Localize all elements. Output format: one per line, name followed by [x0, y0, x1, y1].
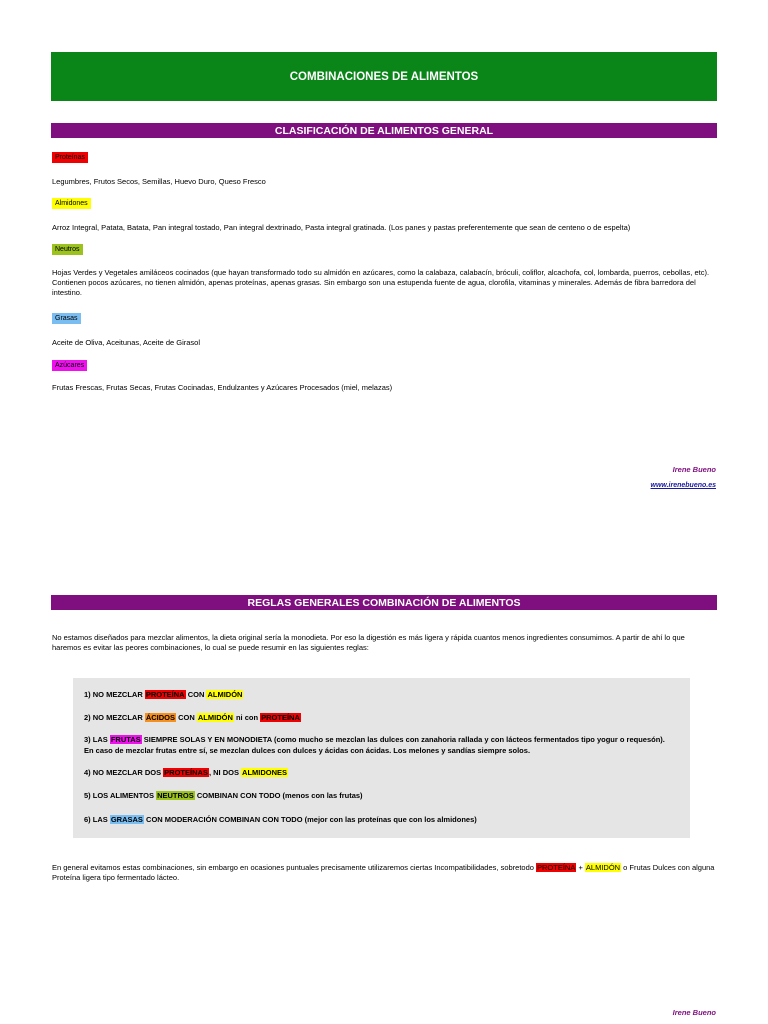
- category-label-proteinas: Proteínas: [52, 152, 88, 163]
- rule-4: 4) NO MEZCLAR DOS PROTEÍNAS, NI DOS ALMIDONES: [84, 768, 288, 777]
- closing-text: En general evitamos estas combinaciones, sin embargo en ocasiones puntuales precisamente utilizaremos ciertas Incompatibilidades, sobretodo PROTEÍNA + ALMIDÓN o Frutas Dulces con alguna Proteína ligera tipo fermentado lácteo.: [52, 863, 715, 882]
- category-text-neutros: Hojas Verdes y Vegetales amiláceos cocinados (que hayan transformado todo su almidón en azúcares, como la calabaza, calabacín, bróculi, coliflor, alcachofa, col, lombarda, puerros, cebollas, etc). Contienen pocos azúcares, no tienen almidón, apenas proteínas, apenas grasas. Sin embargo son una estupenda fuente de agua, clorofila, vitaminas y minerales. Además de fibra barredora del intestino.: [52, 268, 710, 297]
- category-label-grasas: Grasas: [52, 313, 81, 324]
- tag-proteina: PROTEÍNA: [537, 863, 576, 872]
- rule-6: 6) LAS GRASAS CON MODERACIÓN COMBINAN CON TODO (mejor con las proteínas que con los almidones): [84, 815, 477, 824]
- section-title-rules: REGLAS GENERALES COMBINACIÓN DE ALIMENTOS: [51, 595, 717, 610]
- rule-5: 5) LOS ALIMENTOS NEUTROS COMBINAN CON TODO (menos con las frutas): [84, 791, 363, 800]
- category-text-azucares: Frutas Frescas, Frutas Secas, Frutas Cocinadas, Endulzantes y Azúcares Procesados (miel, melazas): [52, 383, 393, 392]
- tag-almidon: ALMIDÓN: [207, 690, 243, 699]
- website-link[interactable]: www.irenebueno.es: [650, 482, 716, 489]
- page-title: COMBINACIONES DE ALIMENTOS: [51, 52, 717, 101]
- category-label-neutros: Neutros: [52, 244, 83, 255]
- tag-neutros: NEUTROS: [157, 791, 194, 800]
- tag-proteina: PROTEÍNA: [145, 690, 185, 699]
- category-text-grasas: Aceite de Oliva, Aceitunas, Aceite de Girasol: [52, 338, 200, 347]
- rule-1: 1) NO MEZCLAR PROTEÍNA CON ALMIDÓN: [84, 690, 243, 699]
- tag-almidon: ALMIDÓN: [585, 863, 621, 872]
- rule-2: 2) NO MEZCLAR ÁCIDOS CON ALMIDÓN ni con PROTEÍNA: [84, 713, 300, 722]
- tag-almidon: ALMIDÓN: [197, 713, 233, 722]
- category-label-almidones: Almidones: [52, 198, 91, 209]
- category-text-almidones: Arroz Integral, Patata, Batata, Pan integral tostado, Pan integral dextrinado, Pasta integral gratinada. (Los panes y pastas preferentemente que sean de centeno o de espelta): [52, 223, 631, 232]
- tag-acidos: ÁCIDOS: [145, 713, 176, 722]
- section-title-classification: CLASIFICACIÓN DE ALIMENTOS GENERAL: [51, 123, 717, 138]
- tag-almidones: ALMIDONES: [242, 768, 288, 777]
- rules-intro-text: No estamos diseñados para mezclar alimentos, la dieta original sería la monodieta. Por eso la digestión es más ligera y rápida cuantos menos ingredientes consumimos. A partir de ahí lo que haremos es evitar las peores combinaciones, lo cual se puede resumir en las siguientes reglas:: [52, 633, 685, 652]
- footer-signature: Irene Bueno: [672, 1008, 716, 1017]
- tag-proteinas: PROTEÍNAS: [164, 768, 208, 777]
- category-label-azucares: Azúcares: [52, 360, 87, 371]
- author-signature: Irene Bueno: [672, 465, 716, 474]
- tag-proteina: PROTEÍNA: [261, 713, 300, 722]
- tag-grasas: GRASAS: [110, 815, 143, 824]
- tag-frutas: FRUTAS: [110, 735, 141, 744]
- rule-3: 3) LAS FRUTAS SIEMPRE SOLAS Y EN MONODIETA (como mucho se mezclan las dulces con zanahoria rallada y con lácteos fermentados tipo yogur o requesón). En caso de mezclar frutas entre sí, se mezclan dulces con dulces y ácidas con ácidas. Los melones y sandías siempre solos.: [84, 735, 665, 755]
- category-text-proteinas: Legumbres, Frutos Secos, Semillas, Huevo Duro, Queso Fresco: [52, 177, 266, 186]
